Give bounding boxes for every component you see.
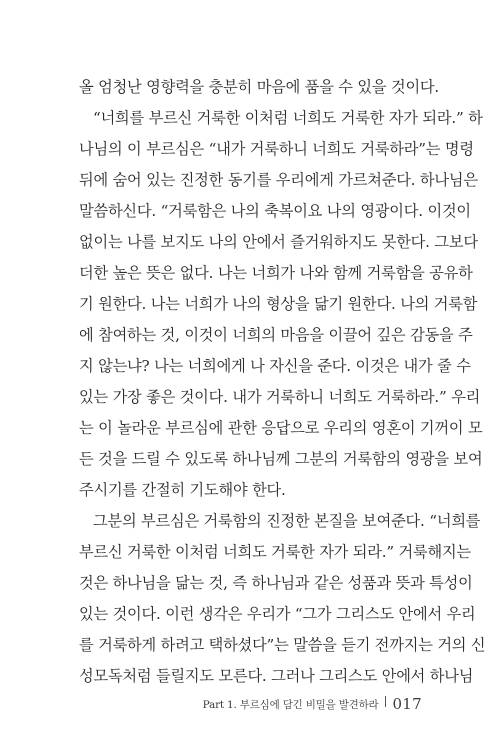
text-line: 것은 하나님을 닮는 것, 즉 하나님과 같은 성품과 뜻과 특성이 [79, 574, 473, 592]
text-line: 에 참여하는 것, 이것이 너희의 마음을 이끌어 깊은 감동을 주 [79, 326, 473, 344]
text-line: 뒤에 숨어 있는 진정한 동기를 우리에게 가르쳐준다. 하나님은 [79, 171, 478, 189]
text-line: 올 엄청난 영향력을 충분히 마음에 품을 수 있을 것이다. [79, 78, 440, 96]
text-line: 부르신 거룩한 이처럼 너희도 거룩한 자가 되라.” 거룩해지는 [79, 543, 471, 561]
text-line: 기 원한다. 나는 너희가 나의 형상을 닮기 원한다. 나의 거룩함 [79, 295, 478, 313]
text-line: 없이는 나를 보지도 나의 안에서 즐거워하지도 못한다. 그보다 [79, 233, 478, 251]
page-footer [203, 694, 422, 714]
text-line: 성모독처럼 들릴지도 모른다. 그러나 그리스도 안에서 하나님 [79, 667, 474, 685]
text-line: “너희를 부르신 거룩한 이처럼 너희도 거룩한 자가 되라.” 하 [93, 109, 483, 127]
text-line: 있는 가장 좋은 것이다. 내가 거룩하니 너희도 거룩하라.” 우리 [79, 388, 481, 406]
text-line: 지 않는냐? 나는 너희에게 나 자신을 준다. 이것은 내가 줄 수 [79, 357, 471, 375]
text-line: 있는 것이다. 이런 생각은 우리가 “그가 그리스도 안에서 우리 [79, 605, 476, 623]
running-footer-title: Part 1. 부르심에 담긴 비밀을 발견하라 [202, 698, 379, 711]
page-number: 017 [392, 695, 422, 713]
text-line: 나님의 이 부르심은 “내가 거룩하니 너희도 거룩하라”는 명령 [79, 140, 474, 158]
text-line: 를 거룩하게 하려고 택하셨다”는 말씀을 듣기 전까지는 거의 신 [79, 636, 486, 654]
text-line: 말씀하신다. “거룩함은 나의 축복이요 나의 영광이다. 이것이 [79, 202, 471, 220]
footer-divider [385, 696, 386, 707]
text-line: 주시기를 간절히 기도해야 한다. [79, 481, 286, 499]
body-text [79, 72, 486, 692]
text-line: 는 이 놀라운 부르심에 관한 응답으로 우리의 영혼이 기꺼이 모 [79, 419, 483, 437]
text-line: 더한 높은 뜻은 없다. 나는 너희가 나와 함께 거룩함을 공유하 [79, 264, 473, 282]
text-line: 그분의 부르심은 거룩함의 진정한 본질을 보여준다. “너희를 [93, 512, 481, 530]
text-line: 든 것을 드릴 수 있도록 하나님께 그분의 거룩함의 영광을 보여 [79, 450, 483, 468]
